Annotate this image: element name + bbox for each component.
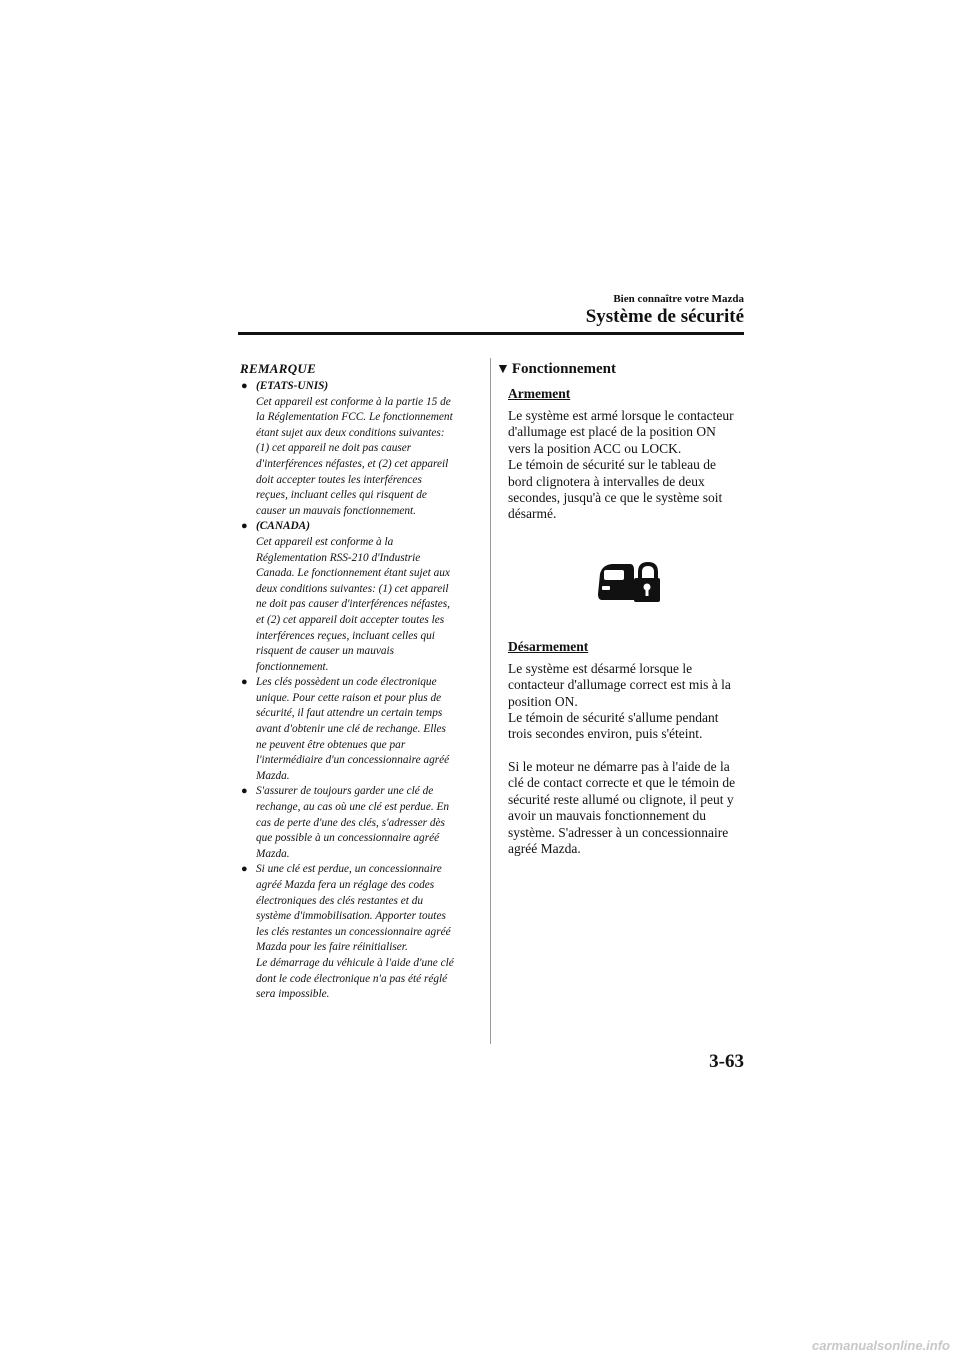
note-line: causer un mauvais fonctionnement. [256, 504, 417, 517]
text-line: avoir un mauvais fonctionnement du [508, 808, 706, 824]
arming-text [508, 408, 748, 523]
note-item [238, 379, 478, 519]
note-item-heading: (ETATS-UNIS) [256, 380, 329, 392]
note-line: l'intermédiaire d'un concessionnaire agréé [256, 754, 450, 767]
disarming-text [508, 661, 748, 743]
note-line: d'interférences néfastes, et (2) cet appareil [256, 457, 449, 470]
arming-heading: Armement [508, 386, 571, 401]
operation-section [496, 361, 748, 857]
note-line: ne doit pas causer d'interférences néfastes, [256, 598, 451, 611]
note-line: Le démarrage du véhicule à l'aide d'une clé [256, 956, 454, 969]
note-line: interférences reçues, incluant celles qui [256, 629, 435, 642]
note-line: Réglementation RSS-210 d'Industrie [256, 551, 421, 564]
note-line: Si une clé est perdue, un concessionnaire [256, 863, 442, 876]
note-line: Mazda. [256, 769, 290, 782]
note-line: S'assurer de toujours garder une clé de [256, 785, 434, 798]
header-rule [238, 332, 744, 335]
text-line: système. S'adresser à un concessionnaire [508, 824, 729, 840]
note-item [238, 862, 478, 1002]
note-block [238, 361, 478, 1003]
text-line: Le système est armé lorsque le contacteur [508, 408, 734, 423]
security-indicator-icon [596, 560, 660, 606]
note-line: que possible à un concessionnaire agréé [256, 832, 440, 845]
note-line: Mazda pour les faire réinitialiser. [256, 941, 408, 954]
note-line: fonctionnement. [256, 660, 329, 673]
text-line: Si le moteur ne démarre pas à l'aide de la [508, 758, 730, 774]
note-line: et (2) cet appareil doit accepter toutes les [256, 613, 445, 626]
text-line: d'allumage est placé de la position ON [508, 424, 716, 440]
note-line: cas de perte d'une des clés, s'adresser dès [256, 816, 445, 829]
note-line: Cet appareil est conforme à la partie 15 de [256, 395, 451, 408]
text-line: position ON. [508, 693, 578, 709]
bullet-icon: ● [241, 520, 248, 533]
note-line: doit accepter toutes les interférences [256, 473, 422, 486]
text-line: bord clignotera à intervalles de deux [508, 473, 705, 489]
note-title: REMARQUE [240, 361, 317, 376]
note-line: Les clés possèdent un code électronique [256, 676, 437, 689]
note-line: les clés restantes un concessionnaire agréé [256, 925, 451, 938]
note-line: rechange, au cas où une clé est perdue. En [256, 801, 450, 814]
operation-heading [496, 361, 748, 378]
section-title: Système de sécurité [585, 306, 744, 327]
bullet-icon: ● [241, 863, 248, 876]
text-line: secondes, jusqu'à ce que le système soit [508, 490, 723, 506]
watermark: carmanualsonline.info [812, 1338, 950, 1353]
text-line: sécurité reste allumé ou clignote, il peut y [508, 791, 734, 807]
note-line: ne peuvent être obtenues que par [256, 738, 406, 751]
note-line: reçues, incluant celles qui risquent de [256, 489, 427, 502]
bullet-icon: ● [241, 676, 248, 689]
note-list [238, 379, 478, 1003]
note-line: Cet appareil est conforme à la [256, 535, 394, 548]
note-line: Canada. Le fonctionnement étant sujet aux [256, 567, 450, 580]
note-line: Mazda. [256, 847, 290, 860]
triangle-marker-icon: ▼ [496, 361, 510, 377]
note-line: (1) cet appareil ne doit pas causer [256, 442, 412, 455]
bullet-icon: ● [241, 380, 248, 392]
note-item [238, 519, 478, 675]
note-line: système d'immobilisation. Apporter toutes [256, 910, 446, 923]
page-number: 3-63 [709, 1051, 744, 1072]
note-line: dont le code électronique n'a pas été réglé [256, 972, 448, 985]
text-line: Le système est désarmé lorsque le [508, 660, 693, 676]
note-line: la Réglementation FCC. Le fonctionnement [256, 411, 453, 424]
malfunction-text [508, 759, 748, 857]
note-line: sera impossible. [256, 988, 330, 1001]
note-line: deux conditions suivantes: (1) cet appareil [256, 582, 449, 595]
text-line: Le témoin de sécurité sur le tableau de [508, 457, 717, 473]
text-line: contacteur d'allumage correct est mis à la [508, 677, 731, 693]
note-line: unique. Pour cette raison et pour plus de [256, 691, 442, 704]
section-subtitle: Bien connaître votre Mazda [613, 293, 744, 305]
note-line: étant sujet aux deux conditions suivantes: [256, 426, 445, 439]
note-item [238, 784, 478, 862]
bullet-icon: ● [241, 785, 248, 798]
note-line: agréé Mazda fera un réglage des codes [256, 879, 435, 891]
column-divider [490, 358, 491, 1044]
note-item-heading: (CANADA) [256, 520, 310, 533]
disarming-heading: Désarmement [508, 638, 589, 654]
note-line: sécurité, il faut attendre un certain temps [256, 707, 443, 720]
security-indicator [508, 533, 748, 633]
text-line: clé de contact correcte et que le témoin de [508, 775, 736, 791]
text-line: Le témoin de sécurité s'allume pendant [508, 710, 719, 726]
text-line: trois secondes environ, puis s'éteint. [508, 726, 703, 742]
text-line: désarmé. [508, 506, 557, 522]
note-line: électroniques des clés restantes et du [256, 894, 424, 907]
operation-heading-text: Fonctionnement [511, 361, 617, 377]
note-line: avant d'obtenir une clé de rechange. Elles [256, 723, 446, 736]
text-line: agréé Mazda. [508, 840, 581, 856]
note-line: risquent de causer un mauvais [256, 645, 395, 658]
text-line: vers la position ACC ou LOCK. [508, 440, 682, 456]
note-item [238, 675, 478, 784]
